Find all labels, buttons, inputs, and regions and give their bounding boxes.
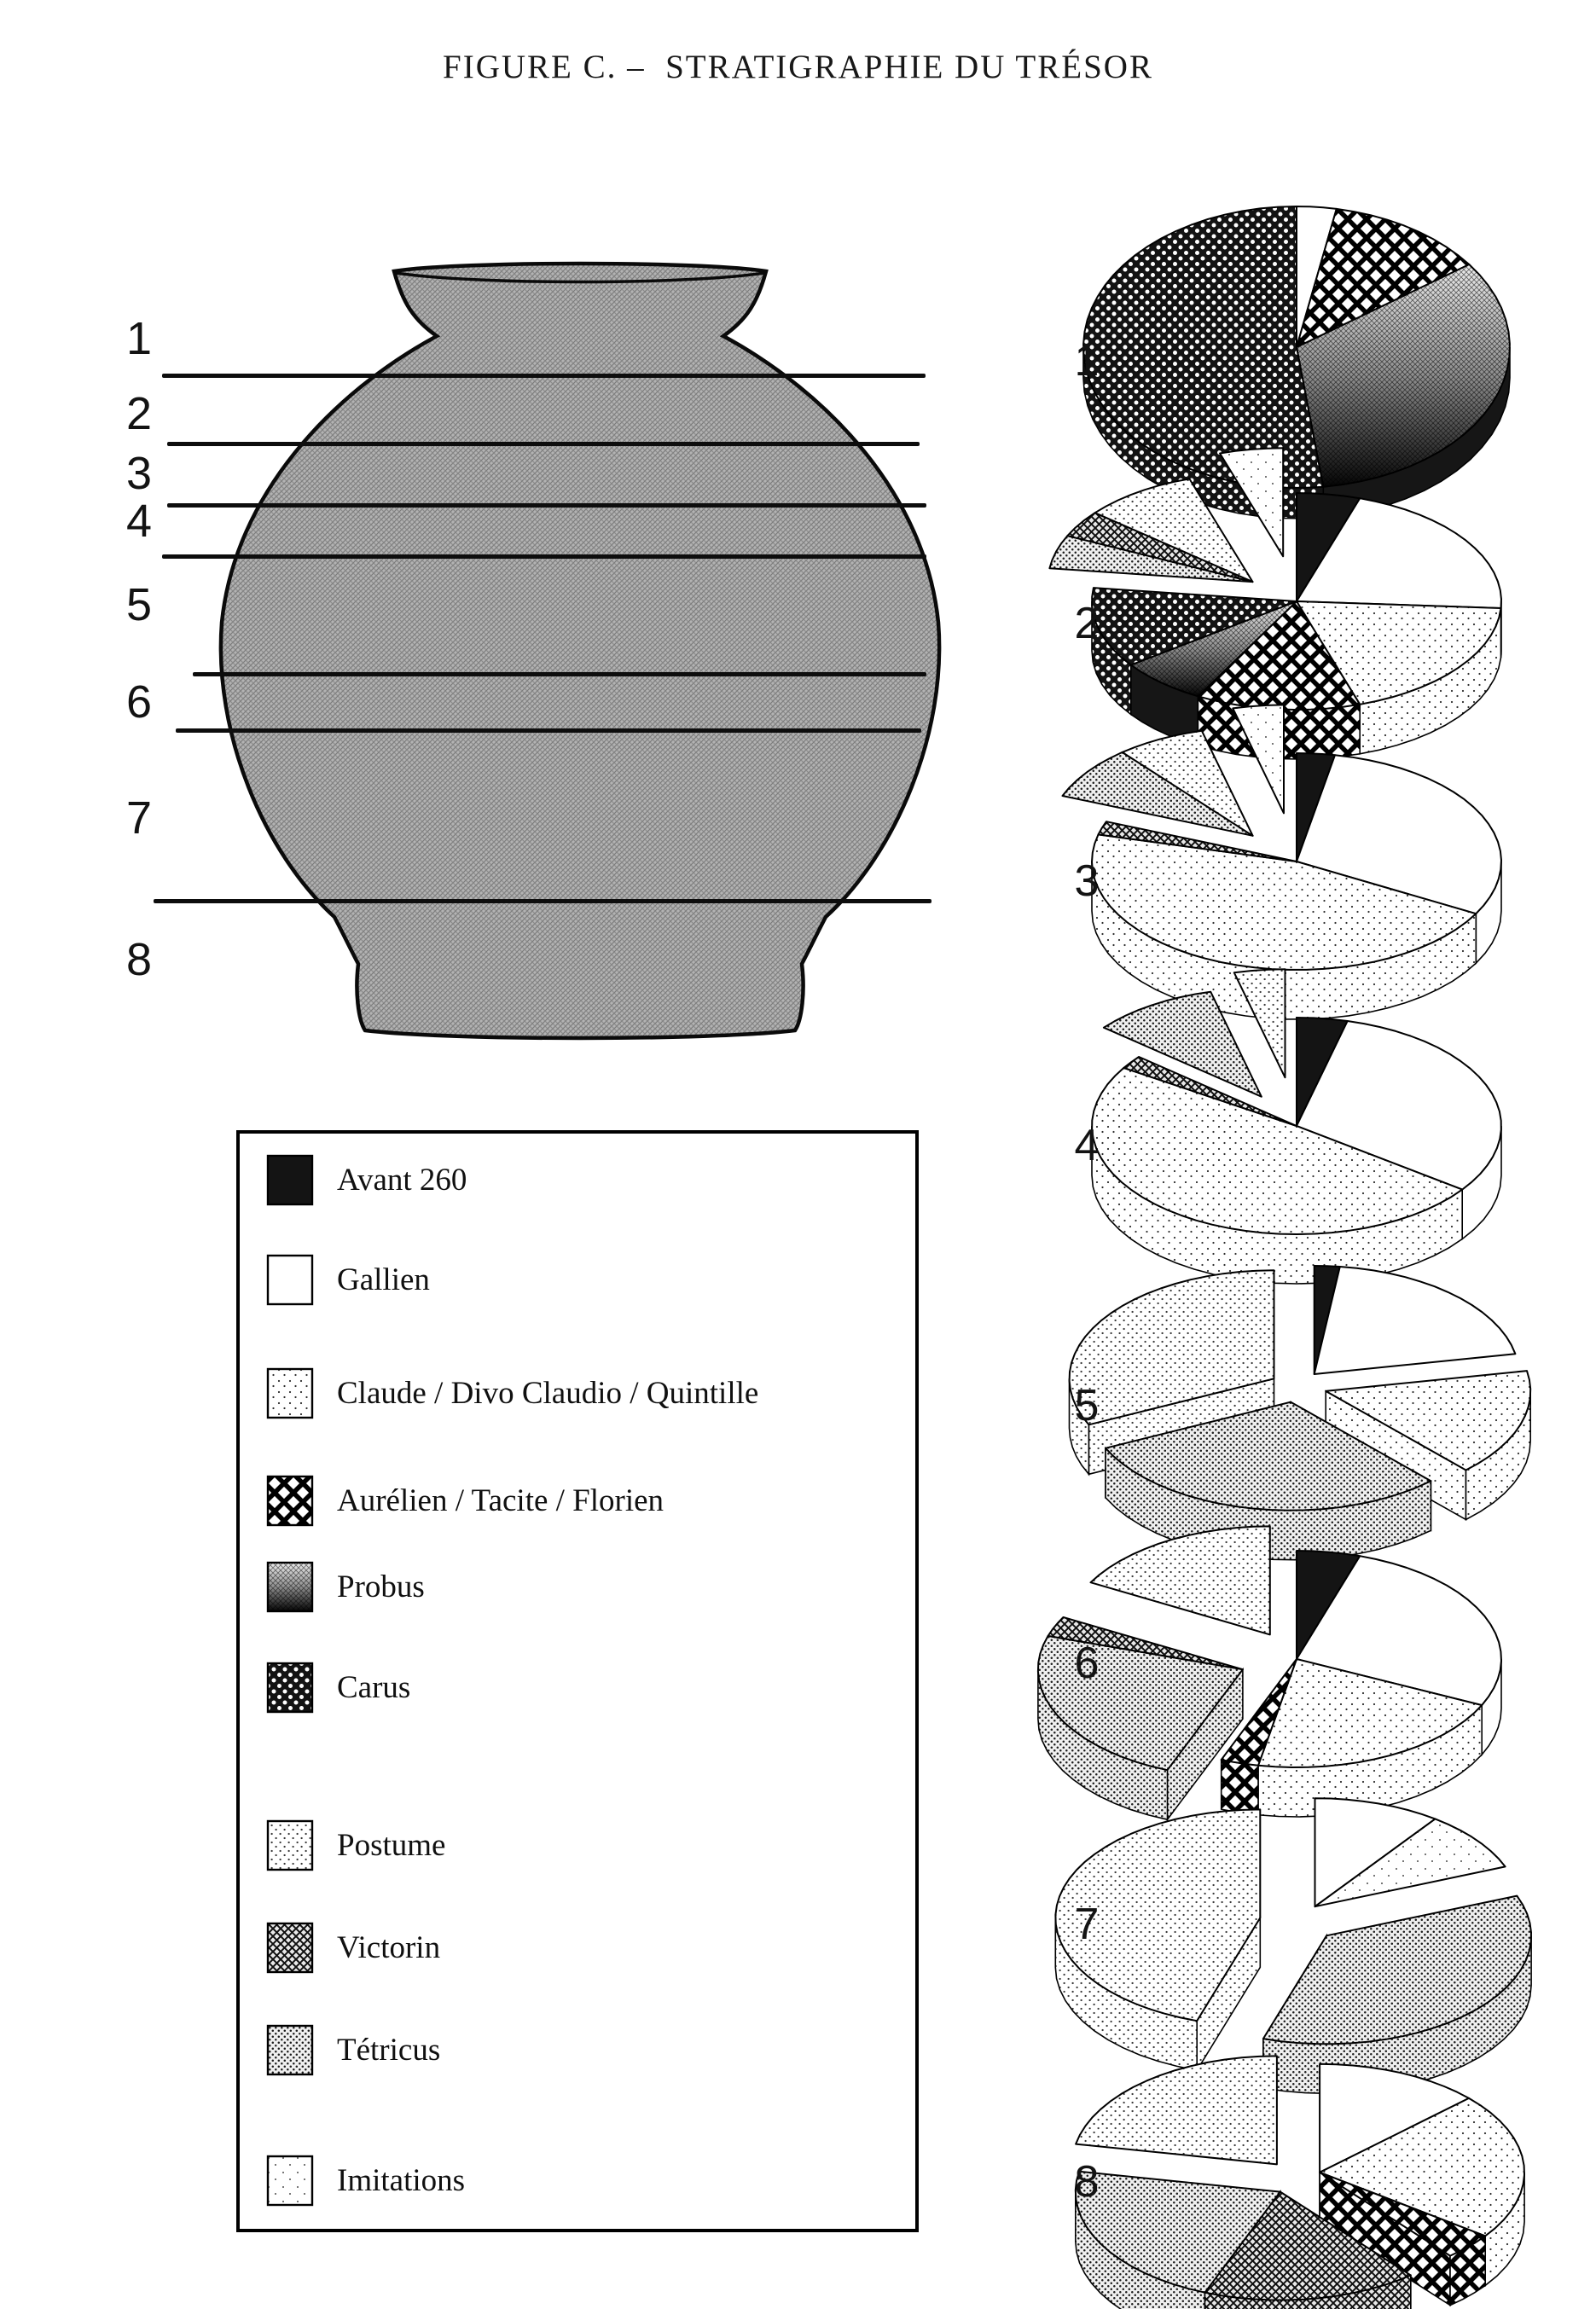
stratum-number: 3 bbox=[125, 448, 153, 499]
legend-item-postume bbox=[240, 1819, 915, 1873]
stratum-number: 1 bbox=[125, 313, 153, 364]
pie-stratum-number: 3 bbox=[1074, 856, 1100, 906]
legend-swatch-gallien bbox=[265, 1253, 316, 1308]
stratum-number: 7 bbox=[125, 792, 153, 844]
legend-swatch-avant260 bbox=[265, 1153, 316, 1208]
pie-stratum-number: 1 bbox=[1074, 336, 1100, 386]
legend-label: Probus bbox=[337, 1569, 425, 1604]
legend-item-avant260 bbox=[240, 1153, 915, 1208]
stratum-boundary-line bbox=[176, 728, 921, 733]
legend-label: Postume bbox=[337, 1828, 446, 1863]
legend-swatch-claude bbox=[265, 1366, 316, 1421]
stratum-number: 5 bbox=[125, 579, 153, 630]
figure-title: FIGURE C. – STRATIGRAPHIE DU TRÉSOR bbox=[443, 49, 1153, 85]
legend-swatch-tetricus bbox=[265, 2023, 316, 2078]
stratum-number: 2 bbox=[125, 388, 153, 439]
stratum-boundary-line bbox=[162, 374, 926, 378]
legend-item-imitations bbox=[240, 2154, 915, 2208]
legend-label: Carus bbox=[337, 1670, 411, 1705]
legend-item-atf bbox=[240, 1474, 915, 1529]
stratum-boundary-line bbox=[154, 899, 931, 903]
legend-label: Aurélien / Tacite / Florien bbox=[337, 1483, 665, 1518]
pie-stratum-number: 2 bbox=[1074, 599, 1100, 648]
legend-item-probus bbox=[240, 1560, 915, 1615]
legend-label: Victorin bbox=[337, 1930, 441, 1965]
pie-stratum-number: 4 bbox=[1074, 1121, 1100, 1170]
vessel-body bbox=[221, 264, 939, 1038]
pie-stratum-number: 8 bbox=[1074, 2157, 1100, 2207]
legend-label: Imitations bbox=[337, 2163, 466, 2198]
legend-item-gallien bbox=[240, 1253, 915, 1308]
stratum-boundary-line bbox=[167, 442, 920, 446]
legend-item-tetricus bbox=[240, 2023, 915, 2078]
legend-item-carus bbox=[240, 1661, 915, 1715]
legend-swatch-postume bbox=[265, 1819, 316, 1873]
legend-label: Gallien bbox=[337, 1262, 430, 1297]
pie-stratum-number: 5 bbox=[1074, 1381, 1100, 1430]
legend-swatch-carus bbox=[265, 1661, 316, 1715]
pie-stratum-number: 6 bbox=[1074, 1639, 1100, 1688]
legend-swatch-atf bbox=[265, 1474, 316, 1529]
legend-swatch-imitations bbox=[265, 2154, 316, 2208]
legend-label: Tétricus bbox=[337, 2033, 441, 2068]
legend-label: Avant 260 bbox=[337, 1163, 467, 1198]
stratum-number: 8 bbox=[125, 934, 153, 985]
legend-item-claude bbox=[240, 1366, 915, 1421]
stratum-boundary-line bbox=[193, 672, 926, 676]
stratum-boundary-line bbox=[162, 554, 926, 559]
stratum-boundary-line bbox=[167, 503, 926, 508]
pie-stratum-number: 7 bbox=[1074, 1900, 1100, 1949]
stratum-number: 4 bbox=[125, 496, 153, 547]
legend-swatch-probus bbox=[265, 1560, 316, 1615]
legend-label: Claude / Divo Claudio / Quintille bbox=[337, 1376, 759, 1411]
legend-swatch-victorin bbox=[265, 1921, 316, 1975]
legend bbox=[236, 1130, 919, 2232]
legend-item-victorin bbox=[240, 1921, 915, 1975]
stratum-number: 6 bbox=[125, 676, 153, 728]
